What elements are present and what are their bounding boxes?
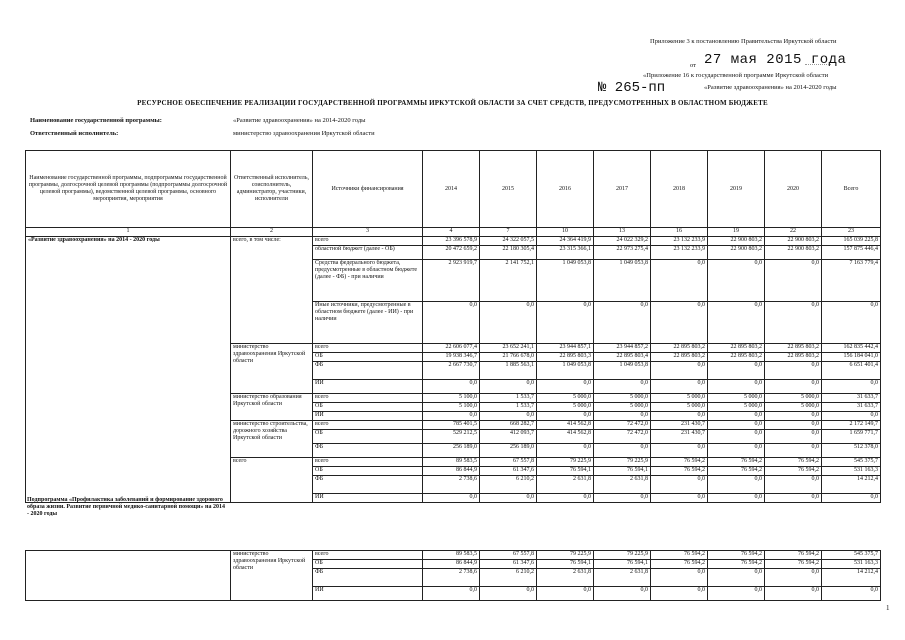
executor-construction-cell: министерство строительства, дорожного хозяйства Иркутской области: [231, 421, 313, 458]
value-cell: 0,0: [423, 302, 480, 344]
value-cell: 22 895 803,2: [708, 353, 765, 362]
value-cell: 256 189,0: [423, 444, 480, 458]
value-cell: 86 844,9: [423, 467, 480, 476]
col-number: 4: [423, 228, 480, 237]
col-header-2014: 2014: [423, 151, 480, 228]
value-cell: 0,0: [708, 587, 765, 601]
value-cell: 2 141 752,1: [480, 260, 537, 302]
value-cell: 412 093,7: [480, 430, 537, 444]
source-cell: ФБ: [313, 476, 423, 494]
value-cell: 0,0: [765, 412, 822, 421]
value-cell: 72 472,0: [594, 421, 651, 430]
value-cell: 1 885 563,1: [480, 362, 537, 380]
program-name-cell: «Развитие здравоохранения» на 2014 - 2020 годы: [26, 237, 231, 503]
col-number: 13: [594, 228, 651, 237]
resource-table-continued: [25, 550, 881, 601]
col-header-2018: 2018: [651, 151, 708, 228]
value-cell: 2 923 919,7: [423, 260, 480, 302]
col-number: 10: [537, 228, 594, 237]
table-row: [26, 237, 881, 246]
col-number: 19: [708, 228, 765, 237]
executor-label: Ответственный исполнитель:: [30, 130, 119, 137]
program-value: «Развитие здравоохранения» на 2014-2020 годы: [233, 117, 366, 124]
value-cell: 0,0: [708, 494, 765, 503]
value-cell: 0,0: [423, 494, 480, 503]
value-cell: 61 347,6: [480, 560, 537, 569]
value-cell: 24 022 329,2: [594, 237, 651, 246]
executor-health-cell: министерство здравоохранения Иркутской области: [231, 344, 313, 394]
source-cell: ФБ: [313, 444, 423, 458]
col-header-2015: 2015: [480, 151, 537, 228]
col-header-name: Наименование государственной программы, подпрограммы государственной программы, долгосрочной целевой программы (подпрограммы долгосрочной целевой программы), ведомственной целевой программы, основного мероприятия, мероприятия: [26, 151, 231, 228]
value-cell: 0,0: [594, 380, 651, 394]
col-number: 23: [822, 228, 881, 237]
value-cell: 76 594,1: [537, 560, 594, 569]
value-cell: 14 212,4: [822, 569, 881, 587]
value-cell: 165 039 225,8: [822, 237, 881, 246]
value-cell: 231 430,7: [651, 430, 708, 444]
value-cell: 0,0: [765, 430, 822, 444]
value-cell: 22 895 803,2: [651, 344, 708, 353]
value-cell: 0,0: [651, 569, 708, 587]
source-cell: Иные источники, предусмотренные в областном бюджете (далее - ИИ) - при наличии: [313, 302, 423, 344]
value-cell: 0,0: [765, 444, 822, 458]
value-cell: 0,0: [651, 380, 708, 394]
value-cell: 79 225,9: [594, 551, 651, 560]
value-cell: 23 944 857,1: [537, 344, 594, 353]
value-cell: 76 594,2: [765, 551, 822, 560]
value-cell: 79 225,9: [594, 458, 651, 467]
value-cell: 5 000,0: [765, 394, 822, 403]
value-cell: 0,0: [708, 421, 765, 430]
source-cell: ФБ: [313, 569, 423, 587]
table-header-row: [26, 151, 881, 228]
value-cell: 22 895 803,2: [651, 353, 708, 362]
value-cell: 5 000,0: [765, 403, 822, 412]
value-cell: 0,0: [765, 569, 822, 587]
value-cell: 76 594,1: [537, 467, 594, 476]
source-cell: всего: [313, 458, 423, 467]
value-cell: 0,0: [651, 444, 708, 458]
value-cell: 76 594,2: [651, 458, 708, 467]
appendix16-text: «Приложение 16 к государственной программе Иркутской области: [643, 72, 829, 79]
value-cell: 0,0: [594, 587, 651, 601]
source-cell: ОБ: [313, 403, 423, 412]
value-cell: 162 835 442,4: [822, 344, 881, 353]
value-cell: 22 895 803,3: [537, 353, 594, 362]
value-cell: 5 000,0: [594, 403, 651, 412]
value-cell: 5 000,0: [594, 394, 651, 403]
value-cell: 0,0: [480, 412, 537, 421]
value-cell: 0,0: [480, 302, 537, 344]
value-cell: 23 132 233,9: [651, 237, 708, 246]
col-number: 3: [313, 228, 423, 237]
value-cell: 14 212,4: [822, 476, 881, 494]
value-cell: 89 583,5: [423, 551, 480, 560]
value-cell: 86 844,9: [423, 560, 480, 569]
value-cell: 1 049 053,8: [594, 260, 651, 302]
value-cell: 5 000,0: [537, 394, 594, 403]
value-cell: 2 631,8: [537, 569, 594, 587]
col-header-2016: 2016: [537, 151, 594, 228]
program-quote: «Развитие здравоохранения» на 2014-2020 годы: [704, 84, 837, 91]
value-cell: 0,0: [480, 494, 537, 503]
value-cell: 1 049 053,8: [537, 260, 594, 302]
value-cell: 2 172 149,7: [822, 421, 881, 430]
value-cell: 0,0: [822, 412, 881, 421]
value-cell: 0,0: [594, 444, 651, 458]
source-cell: всего: [313, 421, 423, 430]
value-cell: 76 594,2: [651, 467, 708, 476]
program-label: Наименование государственной программы:: [30, 117, 162, 124]
value-cell: 76 594,1: [594, 467, 651, 476]
value-cell: 22 973 275,4: [594, 246, 651, 260]
value-cell: 157 875 446,4: [822, 246, 881, 260]
table-row: [26, 551, 881, 560]
value-cell: 76 594,2: [765, 458, 822, 467]
value-cell: 2 631,8: [594, 476, 651, 494]
value-cell: 0,0: [765, 476, 822, 494]
page-number: 1: [886, 604, 890, 612]
col-number: 16: [651, 228, 708, 237]
source-cell: ФБ: [313, 362, 423, 380]
value-cell: 76 594,2: [765, 560, 822, 569]
value-cell: 0,0: [708, 412, 765, 421]
value-cell: 2 667 730,7: [423, 362, 480, 380]
value-cell: 0,0: [423, 380, 480, 394]
value-cell: 0,0: [651, 362, 708, 380]
column-number-row: [26, 228, 881, 237]
col-header-executor: Ответственный исполнитель, соисполнитель, администратор, участники, исполнители: [231, 151, 313, 228]
value-cell: 512 378,0: [822, 444, 881, 458]
value-cell: 0,0: [765, 260, 822, 302]
value-cell: 0,0: [708, 260, 765, 302]
value-cell: 0,0: [423, 412, 480, 421]
value-cell: 76 594,1: [594, 560, 651, 569]
value-cell: 0,0: [765, 380, 822, 394]
col-header-2017: 2017: [594, 151, 651, 228]
value-cell: 156 184 041,0: [822, 353, 881, 362]
value-cell: 22 606 077,4: [423, 344, 480, 353]
value-cell: 79 225,9: [537, 458, 594, 467]
value-cell: 0,0: [480, 587, 537, 601]
col-header-total: Всего: [822, 151, 881, 228]
value-cell: 0,0: [651, 412, 708, 421]
value-cell: 545 375,7: [822, 458, 881, 467]
value-cell: 5 000,0: [651, 394, 708, 403]
value-cell: 0,0: [765, 421, 822, 430]
date-prefix: от: [690, 62, 697, 69]
value-cell: 0,0: [480, 380, 537, 394]
value-cell: 22 180 305,4: [480, 246, 537, 260]
value-cell: 72 472,0: [594, 430, 651, 444]
executor-all-cell: всего, в том числе:: [231, 237, 313, 344]
value-cell: 529 212,5: [423, 430, 480, 444]
value-cell: 0,0: [765, 587, 822, 601]
value-cell: 0,0: [537, 302, 594, 344]
value-cell: 0,0: [765, 362, 822, 380]
value-cell: 5 000,0: [708, 403, 765, 412]
col-number: 2: [231, 228, 313, 237]
source-cell: ИИ: [313, 412, 423, 421]
value-cell: 1 659 771,7: [822, 430, 881, 444]
value-cell: 0,0: [708, 380, 765, 394]
value-cell: 5 100,0: [423, 403, 480, 412]
value-cell: 0,0: [822, 494, 881, 503]
value-cell: 61 347,6: [480, 467, 537, 476]
value-cell: 31 633,7: [822, 394, 881, 403]
value-cell: 79 225,9: [537, 551, 594, 560]
value-cell: 1 049 053,8: [594, 362, 651, 380]
value-cell: 0,0: [651, 260, 708, 302]
sub-executor-all-cell: всего: [231, 458, 313, 503]
value-cell: 76 594,2: [708, 467, 765, 476]
value-cell: 76 594,2: [708, 560, 765, 569]
value-cell: 0,0: [594, 412, 651, 421]
value-cell: 0,0: [537, 380, 594, 394]
value-cell: 23 396 578,9: [423, 237, 480, 246]
source-cell: всего: [313, 394, 423, 403]
document-number: № 265-пп: [598, 80, 666, 96]
source-cell: ОБ: [313, 430, 423, 444]
value-cell: 23 132 233,9: [651, 246, 708, 260]
value-cell: 24 322 057,5: [480, 237, 537, 246]
value-cell: 5 000,0: [651, 403, 708, 412]
value-cell: 0,0: [537, 412, 594, 421]
value-cell: 76 594,2: [765, 467, 822, 476]
sub-executor-health-cell: министерство здравоохранения Иркутской области: [231, 551, 313, 601]
value-cell: 6 210,2: [480, 476, 537, 494]
value-cell: 2 631,8: [594, 569, 651, 587]
col-header-source: Источники финансирования: [313, 151, 423, 228]
value-cell: 23 652 241,1: [480, 344, 537, 353]
value-cell: 5 100,0: [423, 394, 480, 403]
handwritten-mark: [805, 56, 831, 65]
empty-name-cell: [26, 551, 231, 601]
resource-table: [25, 150, 881, 503]
value-cell: 0,0: [423, 587, 480, 601]
page-title: РЕСУРСНОЕ ОБЕСПЕЧЕНИЕ РЕАЛИЗАЦИИ ГОСУДАРСТВЕННОЙ ПРОГРАММЫ ИРКУТСКОЙ ОБЛАСТИ ЗА СЧЕТ СРЕДСТВ, ПРЕДУСМОТРЕННЫХ В ОБЛАСТНОМ БЮДЖЕТЕ: [137, 99, 768, 107]
value-cell: 89 583,5: [423, 458, 480, 467]
col-number: 22: [765, 228, 822, 237]
source-cell: ИИ: [313, 380, 423, 394]
source-cell: областной бюджет (далее - ОБ): [313, 246, 423, 260]
value-cell: 414 562,8: [537, 421, 594, 430]
value-cell: 21 766 678,0: [480, 353, 537, 362]
value-cell: 76 594,2: [708, 458, 765, 467]
value-cell: 2 738,6: [423, 476, 480, 494]
appendix-text: Приложение 3 к постановлению Правительства Иркутской области: [650, 38, 837, 45]
value-cell: 0,0: [651, 476, 708, 494]
value-cell: 668 282,7: [480, 421, 537, 430]
value-cell: 24 364 419,9: [537, 237, 594, 246]
col-header-2019: 2019: [708, 151, 765, 228]
col-number: 7: [480, 228, 537, 237]
value-cell: 22 895 803,2: [708, 344, 765, 353]
source-cell: ОБ: [313, 560, 423, 569]
value-cell: 1 533,7: [480, 403, 537, 412]
value-cell: 22 895 803,2: [765, 344, 822, 353]
value-cell: 545 375,7: [822, 551, 881, 560]
source-cell: Средства федерального бюджета, предусмотренные в областном бюджете (далее - ФБ) - при наличии: [313, 260, 423, 302]
value-cell: 0,0: [765, 494, 822, 503]
value-cell: 23 315 366,1: [537, 246, 594, 260]
value-cell: 531 163,3: [822, 560, 881, 569]
source-cell: ОБ: [313, 467, 423, 476]
value-cell: 0,0: [822, 302, 881, 344]
value-cell: 2 631,8: [537, 476, 594, 494]
value-cell: 0,0: [765, 302, 822, 344]
value-cell: 0,0: [594, 494, 651, 503]
value-cell: 6 210,2: [480, 569, 537, 587]
value-cell: 231 430,7: [651, 421, 708, 430]
value-cell: 22 895 803,2: [765, 353, 822, 362]
value-cell: 0,0: [651, 494, 708, 503]
value-cell: 0,0: [708, 302, 765, 344]
value-cell: 0,0: [822, 587, 881, 601]
value-cell: 1 533,7: [480, 394, 537, 403]
col-number: 1: [26, 228, 231, 237]
value-cell: 22 900 803,2: [708, 237, 765, 246]
value-cell: 0,0: [708, 476, 765, 494]
value-cell: 19 938 346,7: [423, 353, 480, 362]
executor-education-cell: министерство образования Иркутской области: [231, 394, 313, 421]
value-cell: 22 900 803,2: [765, 237, 822, 246]
value-cell: 414 562,8: [537, 430, 594, 444]
source-cell: всего: [313, 551, 423, 560]
value-cell: 76 594,2: [651, 560, 708, 569]
value-cell: 0,0: [708, 444, 765, 458]
value-cell: 5 000,0: [708, 394, 765, 403]
value-cell: 531 163,3: [822, 467, 881, 476]
source-cell: всего: [313, 237, 423, 246]
value-cell: 0,0: [651, 302, 708, 344]
value-cell: 0,0: [708, 362, 765, 380]
value-cell: 0,0: [651, 587, 708, 601]
value-cell: 0,0: [537, 587, 594, 601]
value-cell: 785 401,5: [423, 421, 480, 430]
col-header-2020: 2020: [765, 151, 822, 228]
value-cell: 67 557,8: [480, 551, 537, 560]
value-cell: 0,0: [822, 380, 881, 394]
source-cell: ИИ: [313, 494, 423, 503]
value-cell: 0,0: [708, 430, 765, 444]
value-cell: 20 472 659,2: [423, 246, 480, 260]
value-cell: 22 900 803,2: [765, 246, 822, 260]
value-cell: 0,0: [594, 302, 651, 344]
source-cell: ОБ: [313, 353, 423, 362]
value-cell: 0,0: [537, 444, 594, 458]
value-cell: 1 049 053,8: [537, 362, 594, 380]
subprogram-name: Подпрограмма «Профилактика заболеваний и формирование здорового образа жизни. Развитие первичной медико-санитарной помощи» на 2014 - 2020 годы: [27, 497, 225, 517]
value-cell: 76 594,2: [651, 551, 708, 560]
value-cell: 31 633,7: [822, 403, 881, 412]
value-cell: 0,0: [537, 494, 594, 503]
value-cell: 22 895 803,4: [594, 353, 651, 362]
value-cell: 67 557,8: [480, 458, 537, 467]
source-cell: ИИ: [313, 587, 423, 601]
value-cell: 2 738,6: [423, 569, 480, 587]
value-cell: 256 189,0: [480, 444, 537, 458]
value-cell: 23 944 857,2: [594, 344, 651, 353]
value-cell: 0,0: [708, 569, 765, 587]
executor-value: министерство здравоохранения Иркутской области: [233, 130, 375, 137]
source-cell: всего: [313, 344, 423, 353]
value-cell: 22 900 803,2: [708, 246, 765, 260]
value-cell: 6 651 401,4: [822, 362, 881, 380]
document-date: 27 мая 2015 года: [704, 52, 847, 68]
value-cell: 7 163 779,4: [822, 260, 881, 302]
value-cell: 5 000,0: [537, 403, 594, 412]
value-cell: 76 594,2: [708, 551, 765, 560]
